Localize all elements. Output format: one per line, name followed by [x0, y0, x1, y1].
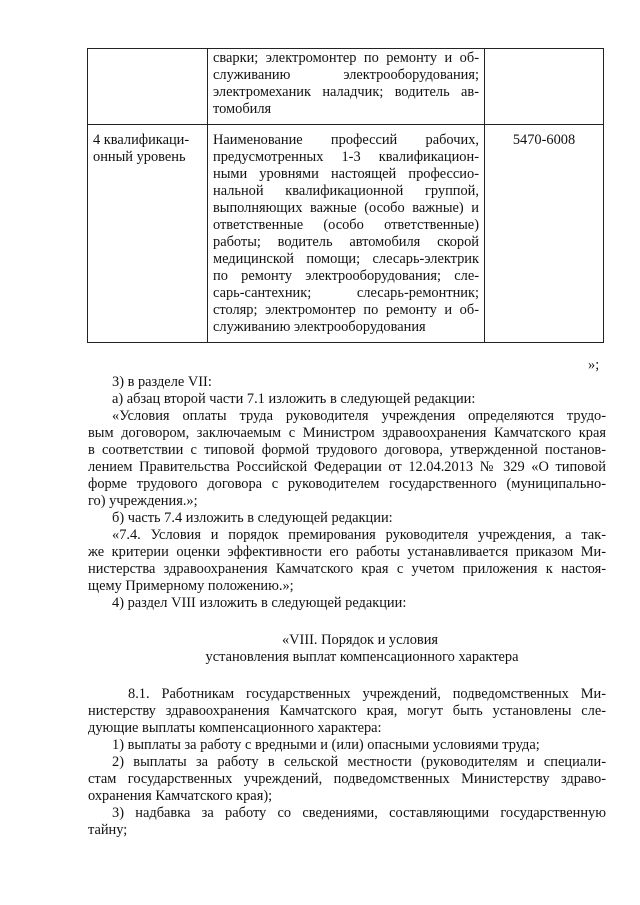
salary-cell: 5470-6008 — [485, 125, 604, 343]
cell-line: онный уровень — [93, 149, 186, 165]
cell-line: служиванию электрооборудования — [213, 319, 426, 335]
cell-line: ответственные (особо ответственные) — [213, 217, 479, 233]
cell-line: ными уровнями настоящей профессио- — [213, 166, 479, 182]
paragraph-line: в соответствии с типовой формой трудового договора, утвержденной постанов- — [88, 442, 606, 458]
list-item: 2) выплаты за работу в сельской местности (руководителям и специали- — [112, 754, 606, 770]
heading-line: установления выплат компенсационного характера — [205, 649, 519, 665]
cell-line: сарь-сантехник; слесарь-ремонтник; — [213, 285, 479, 301]
professions-cell — [208, 125, 485, 343]
professions-table — [87, 48, 604, 343]
section-heading — [88, 632, 606, 666]
list-item: 1) выплаты за работу с вредными и (или) опасными условиями труда; — [112, 737, 540, 753]
cell-line: по ремонту электрооборудования; сле- — [213, 268, 479, 284]
paragraph-line: б) часть 7.4 изложить в следующей редакции: — [112, 510, 393, 526]
paragraph-line: дующие выплаты компенсационного характера: — [88, 720, 382, 736]
cell-line: электромеханик наладчик; водитель ав- — [213, 84, 479, 100]
paragraph-line: а) абзац второй части 7.1 изложить в следующей редакции: — [112, 391, 476, 407]
cell-line: медицинской помощи; слесарь-электрик — [213, 251, 479, 267]
professions-cell — [208, 49, 485, 125]
cell-line: столяр; электромонтер по ремонту и об- — [213, 302, 479, 318]
paragraph-line: тайну; — [88, 822, 128, 838]
paragraph-line: щему Примерному положению.»; — [88, 578, 294, 594]
amendment-text — [88, 374, 606, 612]
paragraph-line: го) учреждения.»; — [88, 493, 198, 509]
paragraph-line: охранения Камчатского края); — [88, 788, 273, 804]
paragraph-line: же критерии оценки эффективности его работы устанавливается приказом Ми- — [88, 544, 606, 560]
cell-line: Наименование профессий рабочих, — [213, 132, 479, 148]
table-row — [88, 49, 604, 125]
table-closing-quote: »; — [588, 357, 600, 373]
cell-line: сварки; электромонтер по ремонту и об- — [213, 50, 479, 66]
paragraph-line: 4) раздел VIII изложить в следующей редакции: — [112, 595, 407, 611]
cell-line: выполняющих важные (особо важные) и — [213, 200, 479, 216]
paragraph-line: лением Правительства Российской Федерации от 12.04.2013 № 329 «О типовой — [88, 459, 606, 475]
cell-line: работы; водитель автомобиля скорой — [213, 234, 479, 250]
paragraph-line: форме трудового договора с руководителем государственного (муниципально- — [88, 476, 606, 492]
cell-line: нальной квалификационной группой, — [213, 183, 479, 199]
section-text — [88, 686, 606, 839]
paragraph-line: «Условия оплаты труда руководителя учреждения определяются трудо- — [112, 408, 606, 424]
cell-line: томобиля — [213, 101, 272, 117]
paragraph-line: нистерства здравоохранения Камчатского края с учетом приложения к настоя- — [88, 561, 606, 577]
paragraph-line: 3) в разделе VII: — [112, 374, 212, 390]
cell-line: 4 квалификаци- — [93, 132, 190, 148]
paragraph-line: нистерству здравоохранения Камчатского края, могут быть установлены сле- — [88, 703, 606, 719]
heading-line: «VIII. Порядок и условия — [281, 632, 439, 648]
qualification-level-cell — [88, 49, 208, 125]
paragraph-line: «7.4. Условия и порядок премирования руководителя учреждения, а так- — [112, 527, 606, 543]
table-row — [88, 125, 604, 343]
list-item: 3) надбавка за работу со сведениями, составляющими государственную — [112, 805, 606, 821]
qualification-level-cell — [88, 125, 208, 343]
cell-line: предусмотренных 1-3 квалификацион- — [213, 149, 479, 165]
paragraph-line: вым договором, заключаемым с Министром здравоохранения Камчатского края — [88, 425, 606, 441]
paragraph-line: 8.1. Работникам государственных учреждений, подведомственных Ми- — [128, 686, 606, 702]
salary-cell — [485, 49, 604, 125]
cell-line: служиванию электрооборудования; — [213, 67, 479, 83]
paragraph-line: стам государственных учреждений, подведомственных Министерству здраво- — [88, 771, 606, 787]
